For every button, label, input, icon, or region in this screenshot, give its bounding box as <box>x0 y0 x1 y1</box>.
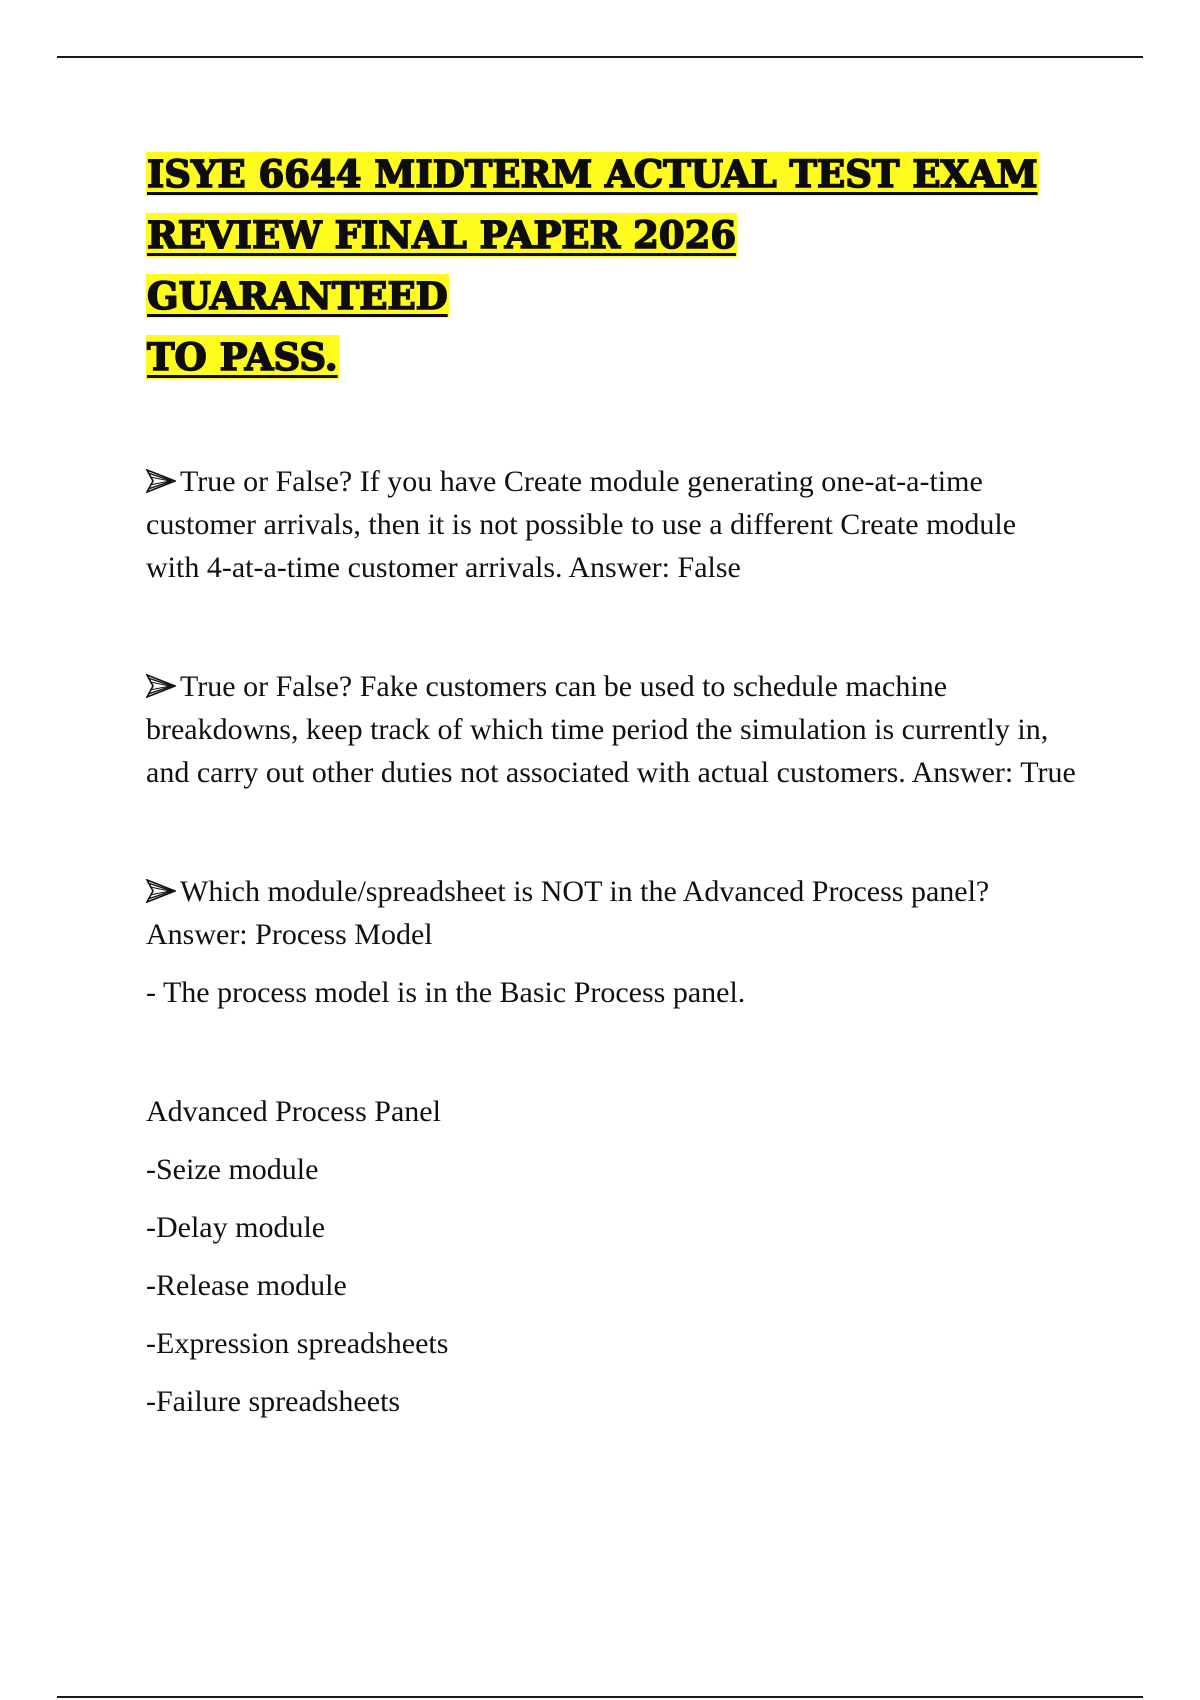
question-1 <box>146 460 1076 589</box>
document-body <box>146 460 1076 1423</box>
top-rule <box>57 56 1143 58</box>
explanation-text: - The process model is in the Basic Process panel. <box>146 976 746 1009</box>
list-item: -Delay module <box>146 1211 326 1244</box>
title-line-1: ISYE 6644 MIDTERM ACTUAL TEST EXAM <box>147 152 1038 196</box>
document-title <box>146 144 1046 388</box>
title-line-2: REVIEW FINAL PAPER 2026 GUARANTEED <box>147 213 737 318</box>
question-2-text: True or False? Fake customers can be used to schedule machine breakdowns, keep track of which time period the simulation is currently in, and carry out other duties not associated with actual customers. Answer: True <box>146 670 1076 789</box>
question-1-text: True or False? If you have Create module generating one-at-a-time customer arrivals, then it is not possible to use a different Create module with 4-at-a-time customer arrivals. Answer: False <box>146 465 1017 584</box>
list-item: -Failure spreadsheets <box>146 1385 401 1418</box>
arrow-bullet-icon <box>146 469 176 493</box>
list-item: -Expression spreadsheets <box>146 1327 449 1360</box>
bottom-rule <box>57 1696 1143 1698</box>
list-item: -Seize module <box>146 1153 319 1186</box>
question-3 <box>146 870 1076 956</box>
question-2 <box>146 665 1076 794</box>
list-item: -Release module <box>146 1269 347 1302</box>
question-3-text: Which module/spreadsheet is NOT in the Advanced Process panel? Answer: Process Model <box>146 875 990 951</box>
arrow-bullet-icon <box>146 879 176 903</box>
title-line-3: TO PASS. <box>147 335 338 379</box>
arrow-bullet-icon <box>146 674 176 698</box>
panel-heading: Advanced Process Panel <box>146 1095 441 1128</box>
